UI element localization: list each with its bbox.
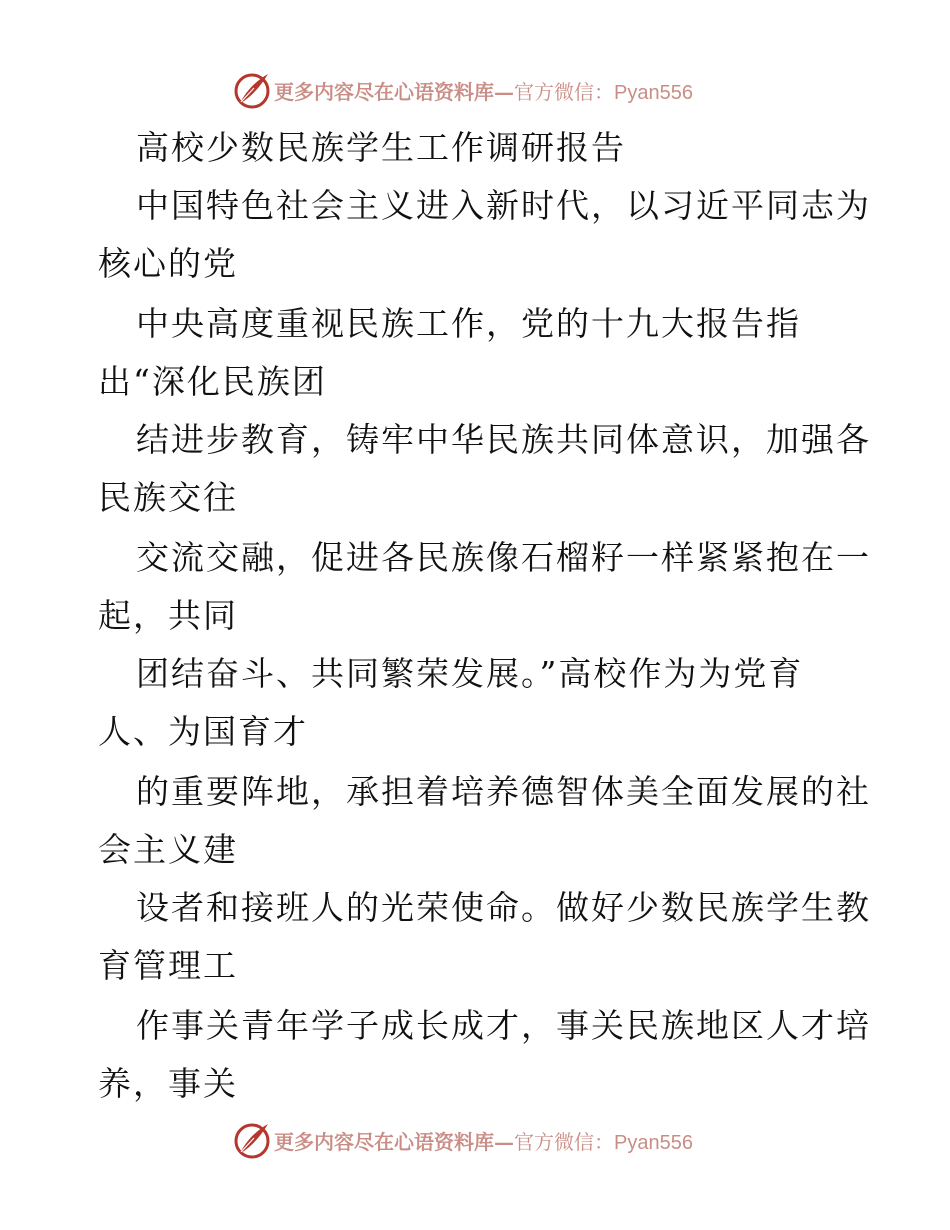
paragraph-line: 的重要阵地，承担着培养德智体美全面发展的社 (136, 772, 871, 811)
paragraph-line: 团结奋斗、共同繁荣发展。”高校作为为党育 (136, 654, 804, 693)
wechat-id: 官方微信：Pyan556 (514, 81, 693, 104)
footer-banner (232, 1120, 693, 1160)
wechat-id: 官方微信：Pyan556 (514, 1131, 693, 1154)
paragraph-line: 育管理工 (98, 946, 238, 985)
header-banner (232, 70, 693, 110)
banner-text: 更多内容尽在心语资料库—官方微信：Pyan556 (274, 79, 693, 104)
paragraph-line: 设者和接班人的光荣使命。做好少数民族学生教 (136, 888, 871, 927)
paragraph-line: 人、为国育才 (98, 712, 308, 751)
paragraph-line: 作事关青年学子成长成才，事关民族地区人才培 (136, 1006, 871, 1045)
paragraph-line: 养，事关 (98, 1064, 238, 1103)
paragraph-line: 起，共同 (98, 596, 238, 635)
paragraph-line: 结进步教育，铸牢中华民族共同体意识，加强各 (136, 420, 871, 459)
paragraph-line: 核心的党 (98, 244, 238, 283)
quill-pen-logo-icon (232, 70, 272, 110)
banner-text: 更多内容尽在心语资料库—官方微信：Pyan556 (274, 1129, 693, 1154)
paragraph-line: 中国特色社会主义进入新时代，以习近平同志为 (136, 186, 871, 225)
doc-title: 高校少数民族学生工作调研报告 (136, 128, 626, 167)
quill-pen-logo-icon (232, 1120, 272, 1160)
paragraph-line: 出“深化民族团 (98, 362, 327, 401)
paragraph-line: 民族交往 (98, 478, 238, 517)
paragraph-line: 会主义建 (98, 830, 238, 869)
paragraph-line: 交流交融，促进各民族像石榴籽一样紧紧抱在一 (136, 538, 871, 577)
paragraph-line: 中央高度重视民族工作，党的十九大报告指 (136, 304, 801, 343)
